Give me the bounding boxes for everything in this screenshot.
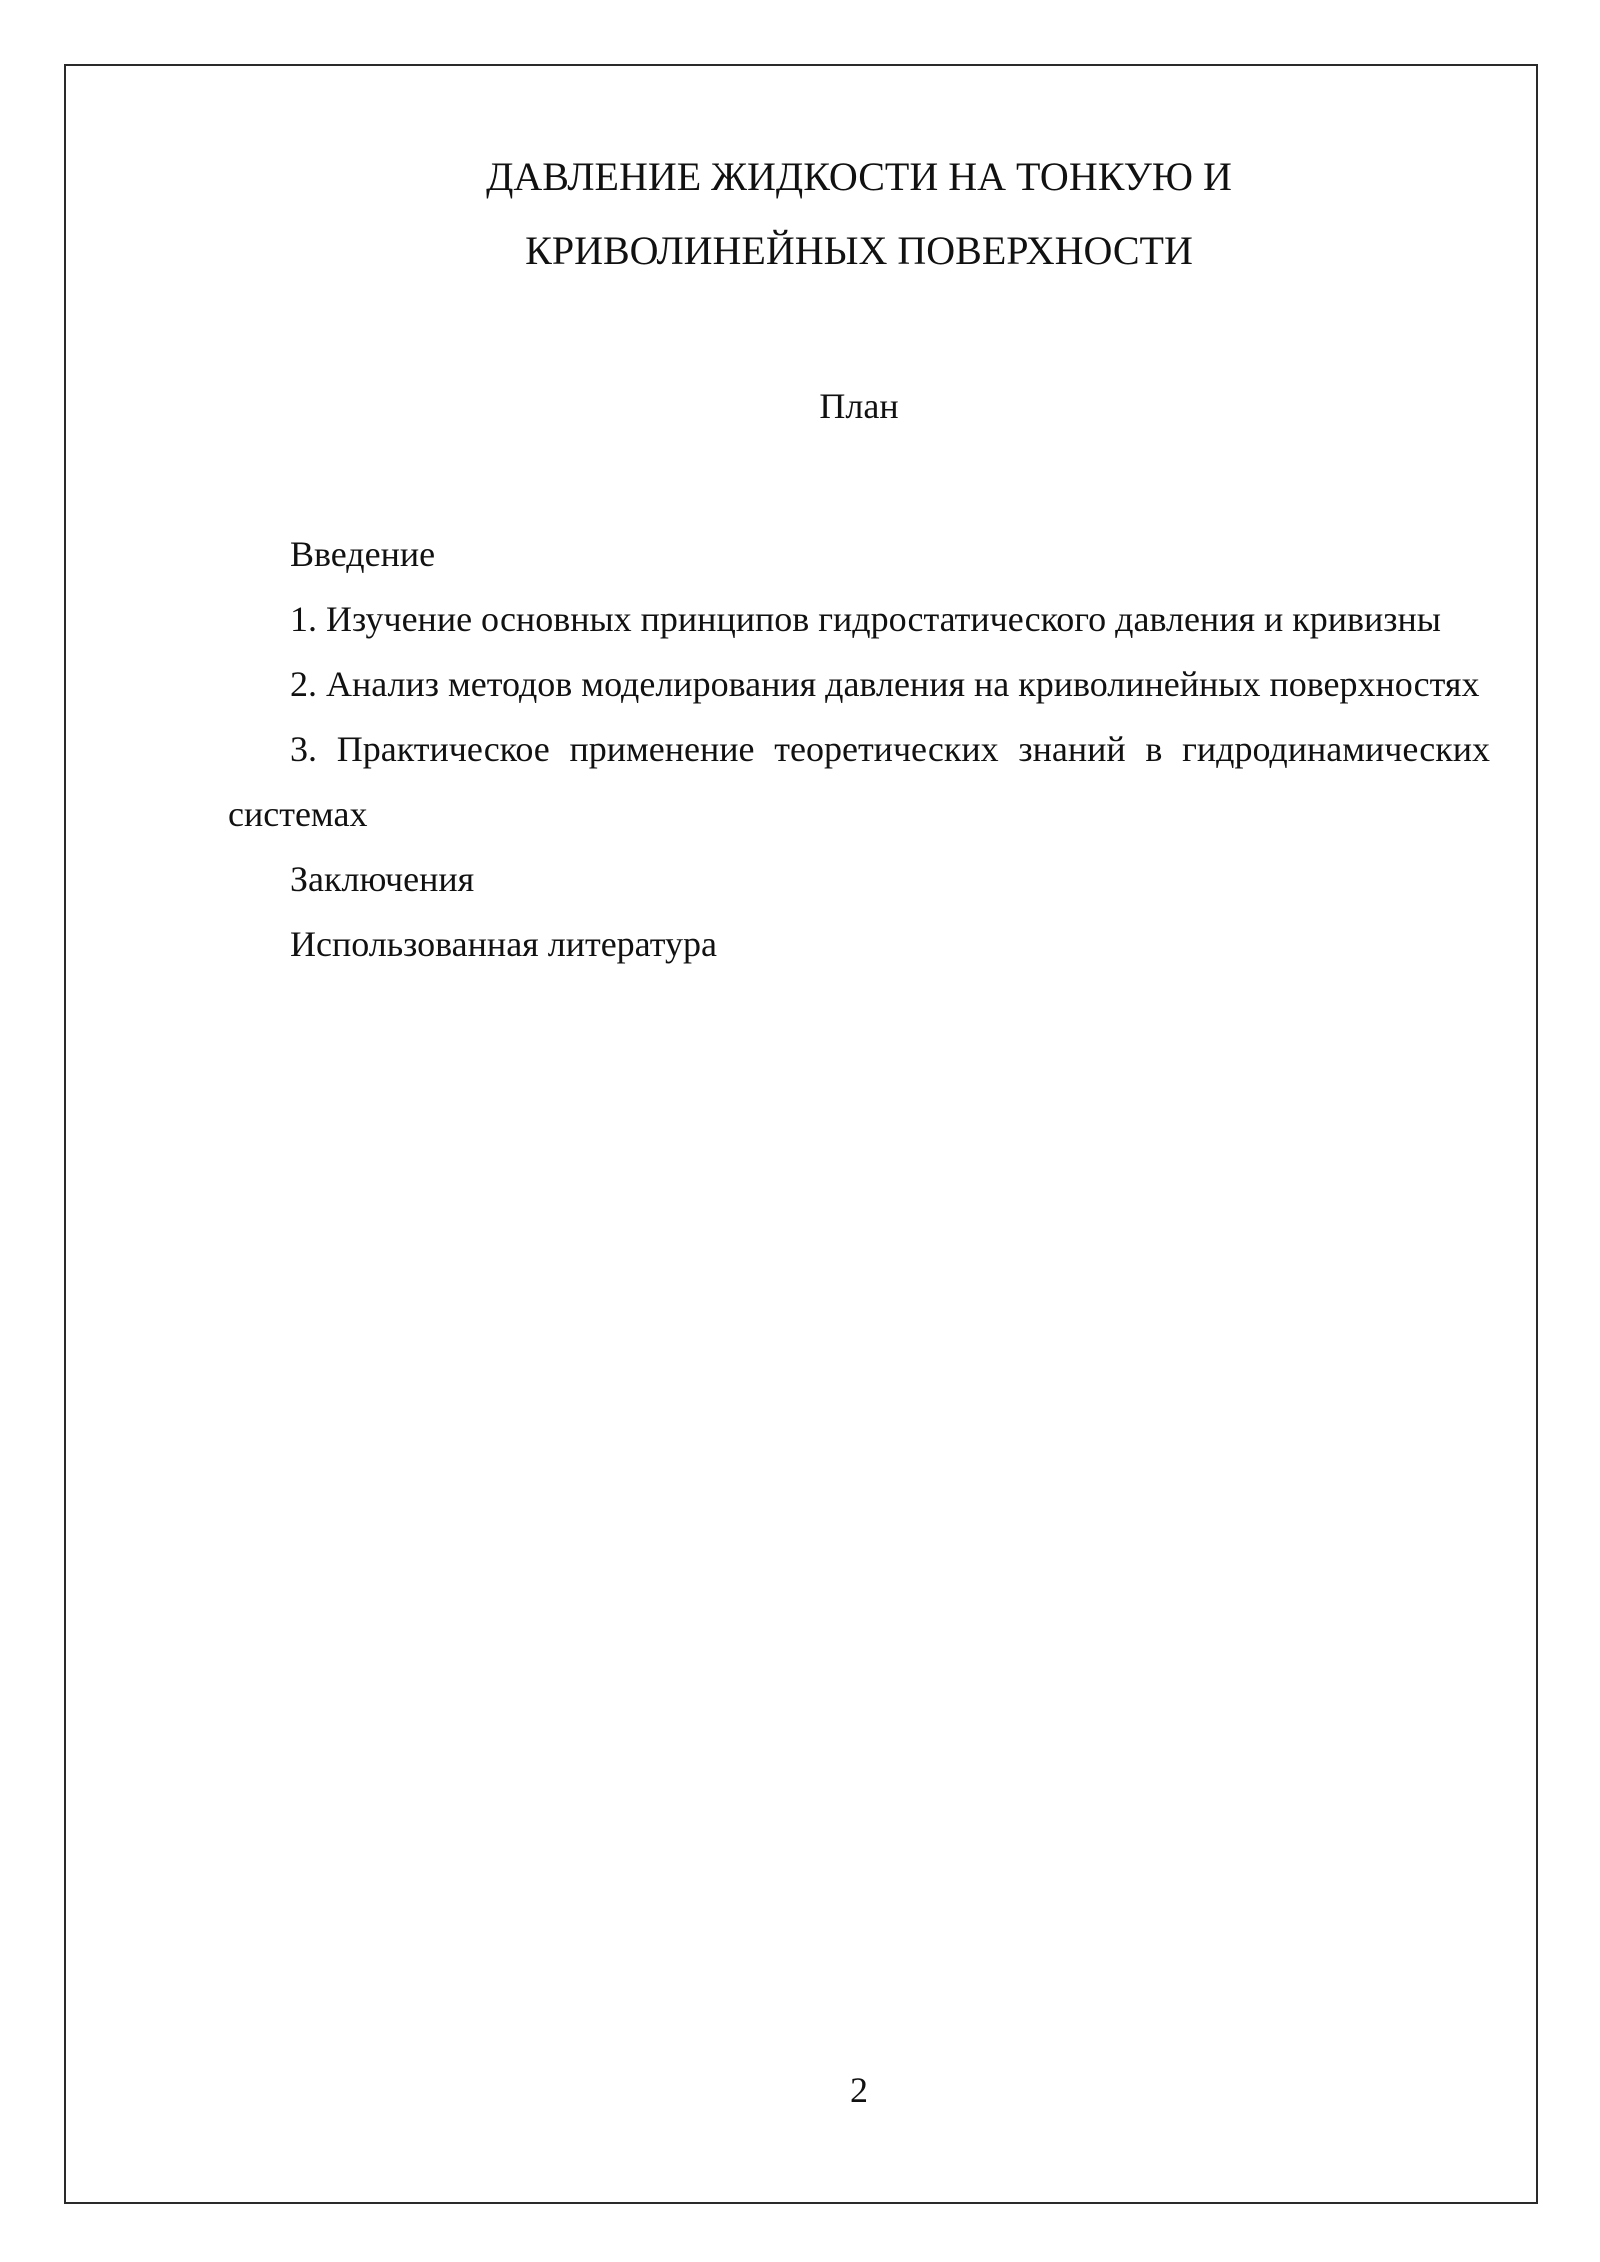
table-of-contents [228, 522, 1490, 977]
toc-item-chapter-1: 1. Изучение основных принципов гидростатического давления и кривизны [290, 599, 1441, 639]
toc-item-chapter-3: 3. Практическое применение теоретических знаний в гидродинамических системах [228, 729, 1490, 834]
page-number: 2 [850, 2070, 868, 2110]
toc-item-chapter-2: 2. Анализ методов моделирования давления на криволинейных поверхностях [290, 664, 1480, 704]
document-title-line-1: ДАВЛЕНИЕ ЖИДКОСТИ НА ТОНКУЮ И [486, 154, 1232, 199]
toc-item-references: Использованная литература [290, 924, 717, 964]
document-title-line-2: КРИВОЛИНЕЙНЫХ ПОВЕРХНОСТИ [525, 228, 1193, 273]
plan-heading: План [819, 386, 899, 426]
document-title [228, 140, 1490, 288]
toc-item-conclusion: Заключения [290, 859, 475, 899]
toc-item-introduction: Введение [290, 534, 436, 574]
